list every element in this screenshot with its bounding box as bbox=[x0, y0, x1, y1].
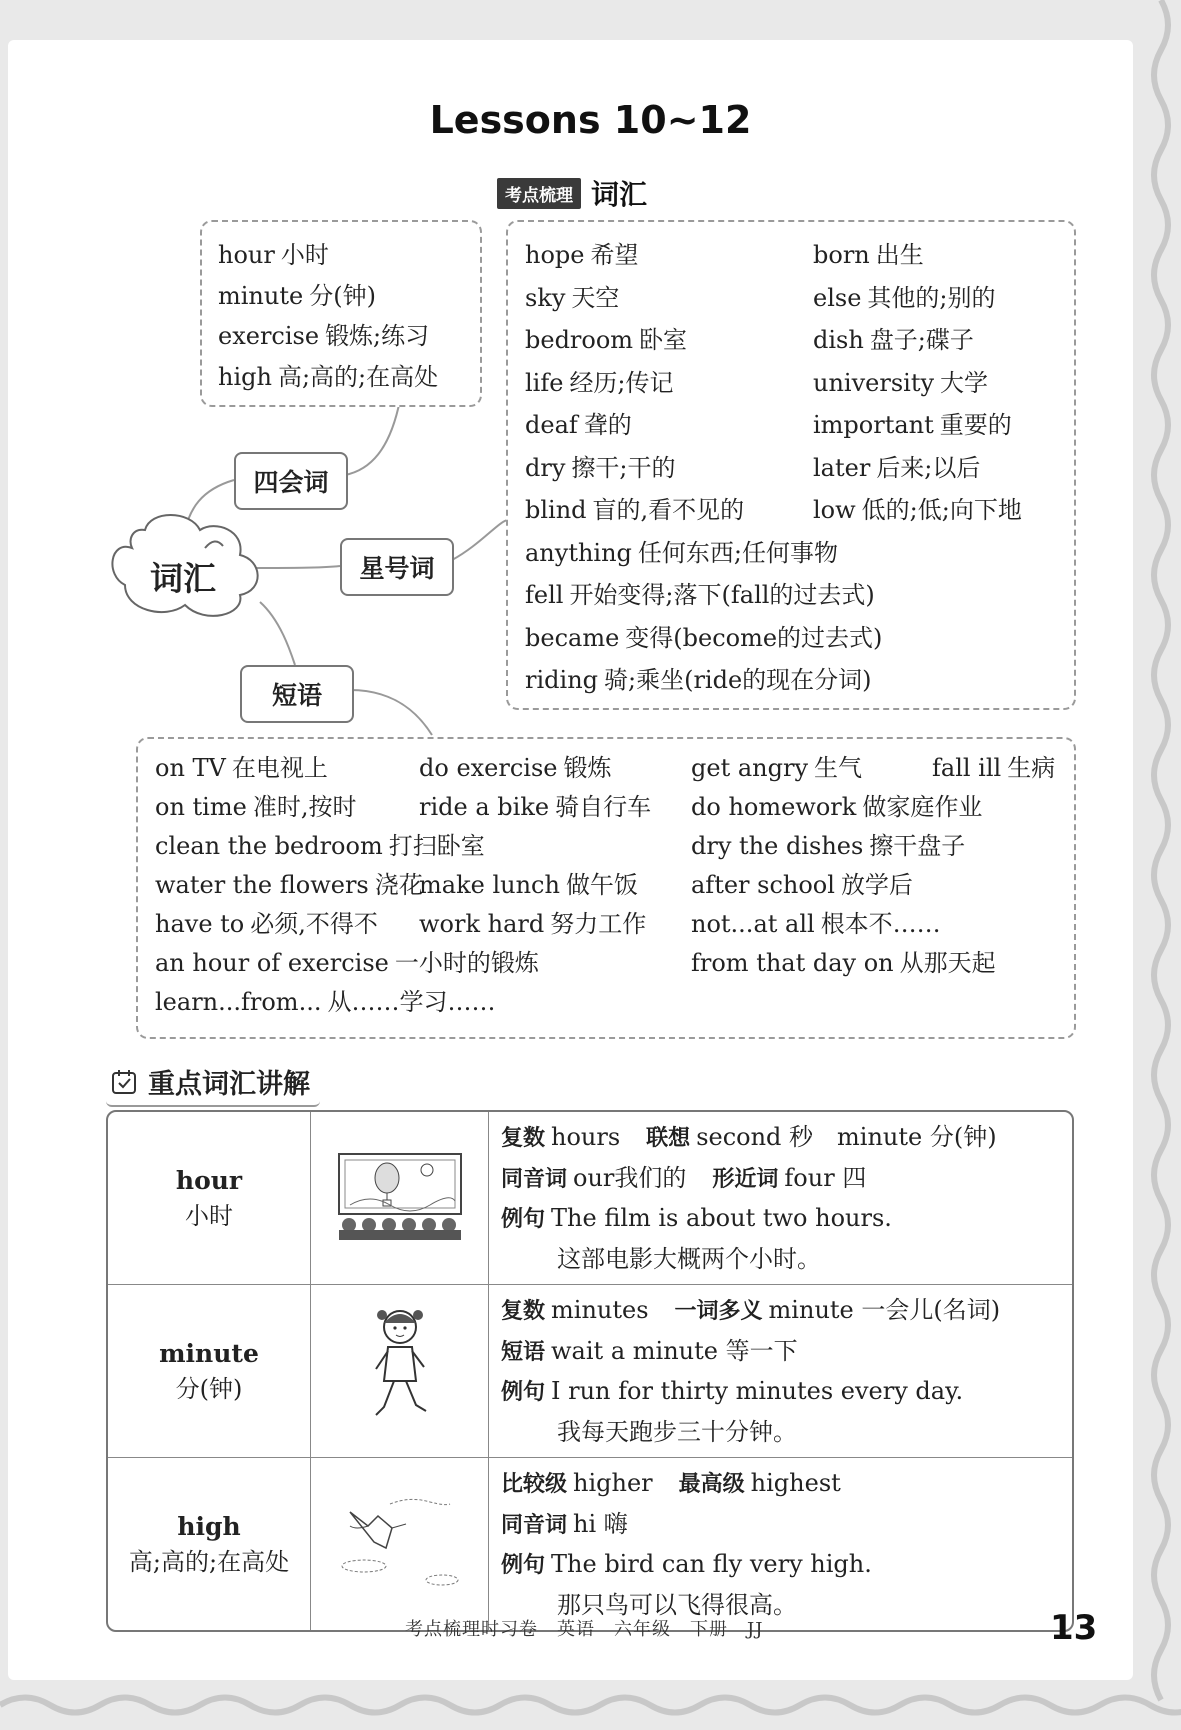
vocab-word: high bbox=[177, 1511, 241, 1541]
picture-cell bbox=[311, 1112, 489, 1285]
word-line: deaf 聋的 bbox=[525, 411, 632, 439]
word-line: hope 希望 bbox=[525, 241, 639, 269]
word-line: exercise 锻炼;练习 bbox=[218, 322, 430, 350]
phrase-line: dry the dishes 擦干盘子 bbox=[691, 832, 966, 860]
word-line: dish 盘子;碟子 bbox=[813, 326, 974, 354]
word-line: else 其他的;别的 bbox=[813, 283, 996, 312]
table-row bbox=[108, 1285, 1072, 1458]
info-line: 短语 wait a minute 等一下 bbox=[501, 1336, 798, 1365]
word-line: became 变得(become的过去式) bbox=[525, 623, 883, 652]
picture-cell bbox=[311, 1285, 489, 1458]
phrases-box bbox=[136, 737, 1076, 1039]
example-translation: 这部电影大概两个小时。 bbox=[557, 1244, 821, 1273]
phrase-line: not...at all 根本不…… bbox=[691, 910, 941, 938]
phrase-line: learn...from... 从……学习…… bbox=[155, 988, 496, 1016]
info-line: 例句 The bird can fly very high. bbox=[501, 1550, 872, 1578]
phrase-line: on time 准时,按时 bbox=[155, 793, 357, 821]
example-translation: 那只鸟可以飞得很高。 bbox=[557, 1590, 797, 1619]
wavy-border-bottom bbox=[0, 1680, 1181, 1730]
word-line: minute 分(钟) bbox=[218, 281, 376, 310]
info-line: 同音词 hi 嗨 bbox=[501, 1509, 628, 1538]
key-vocab-heading bbox=[106, 1062, 320, 1107]
info-line: 同音词 our我们的 形近词 four 四 bbox=[501, 1163, 867, 1192]
key-vocab-table bbox=[106, 1110, 1074, 1632]
info-cell bbox=[489, 1458, 1072, 1630]
phrase-line: get angry 生气 bbox=[691, 754, 862, 782]
phrase-line bbox=[419, 827, 651, 866]
phrase-line: from that day on 从那天起 bbox=[691, 949, 996, 977]
info-line: 例句 The film is about two hours. bbox=[501, 1204, 892, 1232]
word-line: fell 开始变得;落下(fall的过去式) bbox=[525, 581, 875, 609]
info-cell bbox=[489, 1112, 1072, 1285]
phrase-line: water the flowers 浇花 bbox=[155, 871, 423, 899]
phrase-line: ride a bike 骑自行车 bbox=[419, 793, 652, 821]
phrase-line: do homework 做家庭作业 bbox=[691, 793, 983, 821]
vocab-meaning: 小时 bbox=[185, 1201, 233, 1230]
word-line: low 低的;低;向下地 bbox=[813, 496, 1022, 524]
phrase-line: fall ill 生病 bbox=[932, 754, 1056, 782]
word-line: bedroom 卧室 bbox=[525, 326, 688, 354]
info-line: 复数 hours 联想 second 秒 minute 分(钟) bbox=[501, 1123, 997, 1151]
phrase-line: work hard 努力工作 bbox=[419, 910, 647, 938]
info-line: 比较级 higher 最高级 highest bbox=[501, 1469, 841, 1497]
vocab-meaning: 高;高的;在高处 bbox=[128, 1547, 290, 1576]
vocab-meaning: 分(钟) bbox=[175, 1374, 243, 1403]
footer-text: 考点梳理时习卷 英语 六年级 下册 JJ bbox=[405, 1619, 764, 1640]
phrase-line: on TV 在电视上 bbox=[155, 754, 328, 782]
calendar-check-icon bbox=[110, 1068, 138, 1096]
node-star: 星号词 bbox=[340, 538, 454, 596]
word-line: university 大学 bbox=[813, 368, 989, 397]
example-translation: 我每天跑步三十分钟。 bbox=[557, 1417, 797, 1446]
word-line: hour 小时 bbox=[218, 241, 329, 269]
phrase-line: do exercise 锻炼 bbox=[419, 754, 612, 782]
lesson-title: Lessons 10~12 bbox=[429, 98, 752, 142]
node-phrases: 短语 bbox=[240, 665, 354, 723]
vocab-word: hour bbox=[175, 1165, 243, 1195]
four-skill-words-box bbox=[200, 220, 482, 407]
word-line: blind 盲的,看不见的 bbox=[525, 496, 745, 524]
info-line: 复数 minutes 一词多义 minute 一会儿(名词) bbox=[501, 1296, 1001, 1324]
section-badge: 考点梳理 bbox=[497, 178, 581, 209]
table-row bbox=[108, 1458, 1072, 1630]
mindmap-center: 词汇 bbox=[150, 559, 216, 598]
phrase-line: have to 必须,不得不 bbox=[155, 910, 378, 938]
section-title: 词汇 bbox=[591, 178, 648, 211]
word-line: important 重要的 bbox=[813, 411, 1012, 439]
word-line: life 经历;传记 bbox=[525, 368, 674, 397]
word-line: sky 天空 bbox=[525, 283, 620, 312]
info-line: 例句 I run for thirty minutes every day. bbox=[501, 1377, 964, 1405]
table-row bbox=[108, 1112, 1072, 1285]
key-vocab-title: 重点词汇讲解 bbox=[148, 1069, 310, 1100]
phrase-line: make lunch 做午饭 bbox=[419, 871, 638, 899]
word-line: anything 任何东西;任何事物 bbox=[525, 538, 839, 567]
info-cell bbox=[489, 1285, 1072, 1458]
cinema-audience-picture bbox=[335, 1150, 465, 1242]
phrase-line: after school 放学后 bbox=[691, 871, 913, 899]
flying-bird-picture bbox=[330, 1492, 470, 1592]
word-line: riding 骑;乘坐(ride的现在分词) bbox=[525, 666, 872, 694]
word-cell bbox=[108, 1458, 311, 1630]
page-number: 13 bbox=[1050, 1608, 1098, 1648]
word-line: high 高;高的;在高处 bbox=[218, 362, 439, 391]
phrase-line: an hour of exercise 一小时的锻炼 bbox=[155, 949, 539, 977]
picture-cell bbox=[311, 1458, 489, 1630]
word-cell bbox=[108, 1285, 311, 1458]
vocab-word: minute bbox=[159, 1338, 259, 1368]
word-cell bbox=[108, 1112, 311, 1285]
phrase-line: clean the bedroom 打扫卧室 bbox=[155, 832, 485, 860]
word-line: born 出生 bbox=[813, 241, 924, 269]
star-words-box bbox=[506, 220, 1076, 710]
word-line: dry 擦干;干的 bbox=[525, 453, 676, 482]
node-four-skill: 四会词 bbox=[234, 452, 348, 510]
word-line: later 后来;以后 bbox=[813, 453, 981, 482]
running-girl-picture bbox=[360, 1303, 440, 1435]
